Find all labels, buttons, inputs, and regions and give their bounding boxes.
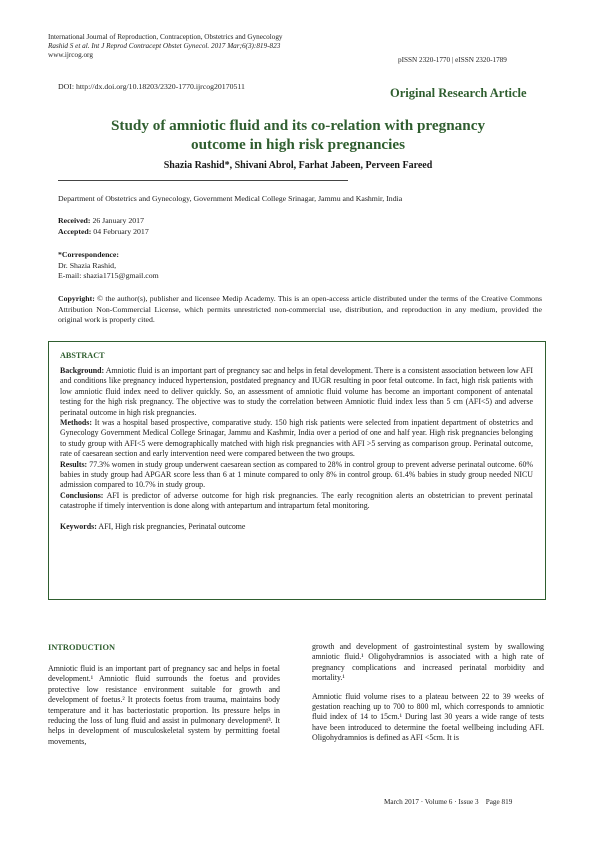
article-type: Original Research Article	[390, 86, 527, 100]
journal-header	[48, 33, 378, 61]
intro-left-column	[48, 664, 280, 755]
intro-paragraph: Amniotic fluid is an important part of pregnancy sac and helps in foetal development.¹ Amniotic fluid surrounds the foetus and provides protective low resistance environment suitable for growth and development of foetus.² It protects foetus from trauma, maintains body temperature and it has bacteriostatic proportion. Its pressure helps in reducing the loss of lung fluid and assist in pulmonary development³. It helps in development of musculoskeletal system by permitting foetal movements,	[48, 664, 280, 746]
issn: pISSN 2320-1770 | eISSN 2320-1789	[398, 56, 507, 64]
abstract-heading: ABSTRACT	[60, 351, 105, 360]
abstract-keywords: Keywords: AFI, High risk pregnancies, Perinatal outcome	[60, 521, 246, 531]
received-date: Received: 26 January 2017	[58, 216, 144, 225]
correspondence-label: *Correspondence:	[58, 250, 119, 259]
abstract-background: Background: Amniotic fluid is an important part of pregnancy sac and helps in fetal development. There is a consistent association between low AFI and conditions like pregnancy induced hypertension, postdated pregnancy and IUGR resulting in poor fetal outcome. In fact, high risk patients with low amniotic fluid index need to deliver quickly. So, an assessment of amniotic fluid volume has become an important component of antenatal testing for the high risk pregnancy. The objective was to study the correlation between Amniotic fluid index less than 5 cm (AFI<5) and adverse perinatal outcome in high risk pregnancies.	[60, 366, 533, 417]
abstract-conclusions: Conclusions: AFI is predictor of adverse outcome for high risk pregnancies. The early recognition alerts an obstetrician to prevent perinatal catastrophe if timely intervention is done along with antepartum and intrapartum fetal monitoring.	[60, 490, 533, 511]
journal-website[interactable]: www.ijrcog.org	[48, 51, 93, 60]
correspondence	[58, 250, 358, 282]
title-line-1: Study of amniotic fluid and its co-relation with pregnancy	[110, 117, 486, 134]
intro-right-column	[312, 642, 544, 752]
authors: Shazia Rashid*, Shivani Abrol, Farhat Jabeen, Perveen Fareed	[163, 160, 433, 171]
intro-paragraph: growth and development of gastrointestinal system by swallowing amniotic fluid.¹ Oligohydramnios is associated with a high rate of pregnancy complications and increased perinatal morbidity and mortality.¹	[312, 642, 544, 683]
divider	[58, 180, 348, 181]
doi-link[interactable]: DOI: http://dx.doi.org/10.18203/2320-1770.ijrcog20170511	[58, 82, 245, 91]
copyright: Copyright: © the author(s), publisher and licensee Medip Academy. This is an open-access article distributed under the terms of the Creative Commons Attribution Non-Commercial License, which permits unrestricted non-commercial use, distribution, and reproduction in any medium, provided the original work is properly cited.	[58, 294, 542, 324]
citation: Rashid S et al. Int J Reprod Contracept Obstet Gynecol. 2017 Mar;6(3):819-823	[48, 42, 281, 51]
introduction-heading: INTRODUCTION	[48, 643, 116, 652]
title-line-2: outcome in high risk pregnancies	[190, 136, 406, 153]
page-footer: March 2017 · Volume 6 · Issue 3 Page 819	[384, 798, 513, 806]
correspondence-name: Dr. Shazia Rashid,	[58, 260, 117, 270]
abstract-methods: Methods: It was a hospital based prospective, comparative study. 150 high risk patients were selected from inpatient department of obstetrics and Gynecology Government Medical College Srinagar, Jammu and Kashmir, India over a period of one and half year. High risk pregnancies belonging to study group with AFI<5 were demographically matched with high risk pregnancies with AFI >5 serving as comparison group. Perinatal outcome, rate of caesarean section and early intervention need were compared between the two groups.	[60, 418, 533, 459]
abstract-body	[60, 366, 533, 532]
abstract-results: Results: 77.3% women in study group underwent caesarean section as compared to 28% in control group to prevent adverse perinatal outcome. 60% babies in study group had APGAR score less than 6 at 1 minute compared to only 8% in control group. 61.4% babies in study group needed NICU admission compared to 10.7% in study group.	[60, 459, 533, 490]
journal-name: International Journal of Reproduction, Contraception, Obstetrics and Gynecology	[48, 33, 283, 41]
dates	[58, 216, 358, 237]
affiliation: Department of Obstetrics and Gynecology, Government Medical College Srinagar, Jammu and Kashmir, India	[58, 194, 403, 203]
article-title	[48, 116, 548, 154]
correspondence-email[interactable]: E-mail: shazia1715@gmail.com	[58, 271, 159, 280]
intro-paragraph: Amniotic fluid volume rises to a plateau between 22 to 39 weeks of gestation reaching up to 700 to 800 ml, which corresponds to amniotic fluid index of 14 to 15cm.¹ During last 30 years a wide range of tests have been introduced to determine the foetal wellbeing including AFI. Oligohydramnios is defined as AFI <5cm. It is	[312, 691, 544, 743]
accepted-date: Accepted: 04 February 2017	[58, 226, 149, 236]
